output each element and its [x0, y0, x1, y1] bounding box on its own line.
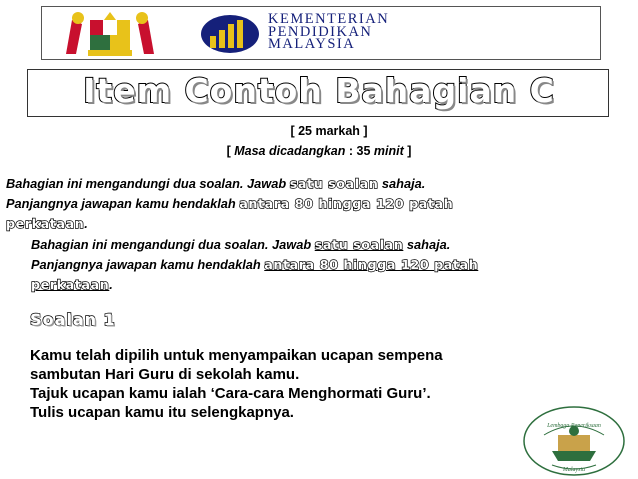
instruction-text	[6, 174, 626, 234]
time-value: : 35	[345, 144, 374, 158]
instruction-emphasis: antara 80 hingga 120 patah	[264, 258, 479, 273]
question-line: Tulis ucapan kamu itu selengkapnya.	[30, 404, 294, 421]
time-line	[0, 144, 638, 158]
instruction-part: Panjangnya jawapan kamu hendaklah	[6, 196, 240, 211]
instruction-emphasis: perkataan	[6, 217, 85, 232]
instruction-part: sahaja.	[403, 237, 451, 252]
time-label: Masa dicadangkan	[234, 144, 346, 158]
marks-line: [ 25 markah ]	[290, 124, 368, 138]
badge-top-text: Lembaga Peperiksaan	[547, 423, 601, 429]
instruction-part: sahaja.	[378, 176, 426, 191]
ministry-line: MALAYSIA	[268, 36, 356, 52]
exam-board-logo-icon	[522, 405, 627, 477]
badge-bottom-text: Malaysia	[562, 467, 586, 473]
question-line: sambutan Hari Guru di sekolah kamu.	[30, 366, 300, 383]
instruction-part: .	[109, 277, 113, 292]
instruction-text-duplicate	[31, 235, 631, 295]
instruction-emphasis: perkataan	[31, 278, 110, 293]
instruction-part: Bahagian ini mengandungi dua soalan. Jawab	[31, 237, 315, 252]
page-title: Item Contoh Bahagian C	[83, 71, 555, 110]
malaysia-coat-of-arms-icon	[60, 10, 160, 58]
question-line: Kamu telah dipilih untuk menyampaikan ucapan sempena	[30, 347, 443, 364]
time-prefix: [	[226, 144, 235, 158]
instruction-emphasis: satu soalan	[314, 238, 404, 253]
ministry-name	[268, 13, 389, 51]
time-unit: minit	[373, 144, 404, 158]
instruction-part: .	[84, 216, 88, 231]
instruction-part: Panjangnya jawapan kamu hendaklah	[31, 257, 265, 272]
time-end: ]	[403, 144, 412, 158]
instruction-emphasis: satu soalan	[289, 177, 379, 192]
instruction-part: Bahagian ini mengandungi dua soalan. Jawab	[6, 176, 290, 191]
question-line: Tajuk ucapan kamu ialah ‘Cara-cara Menghormati Guru’.	[30, 385, 431, 402]
ministry-line: KEMENTERIAN	[268, 11, 390, 27]
question-body	[30, 346, 570, 422]
ministry-logo-icon	[200, 14, 260, 54]
question-heading: Soalan 1	[30, 310, 116, 329]
instruction-emphasis: antara 80 hingga 120 patah	[239, 197, 454, 212]
ministry-line: PENDIDIKAN	[268, 23, 373, 40]
